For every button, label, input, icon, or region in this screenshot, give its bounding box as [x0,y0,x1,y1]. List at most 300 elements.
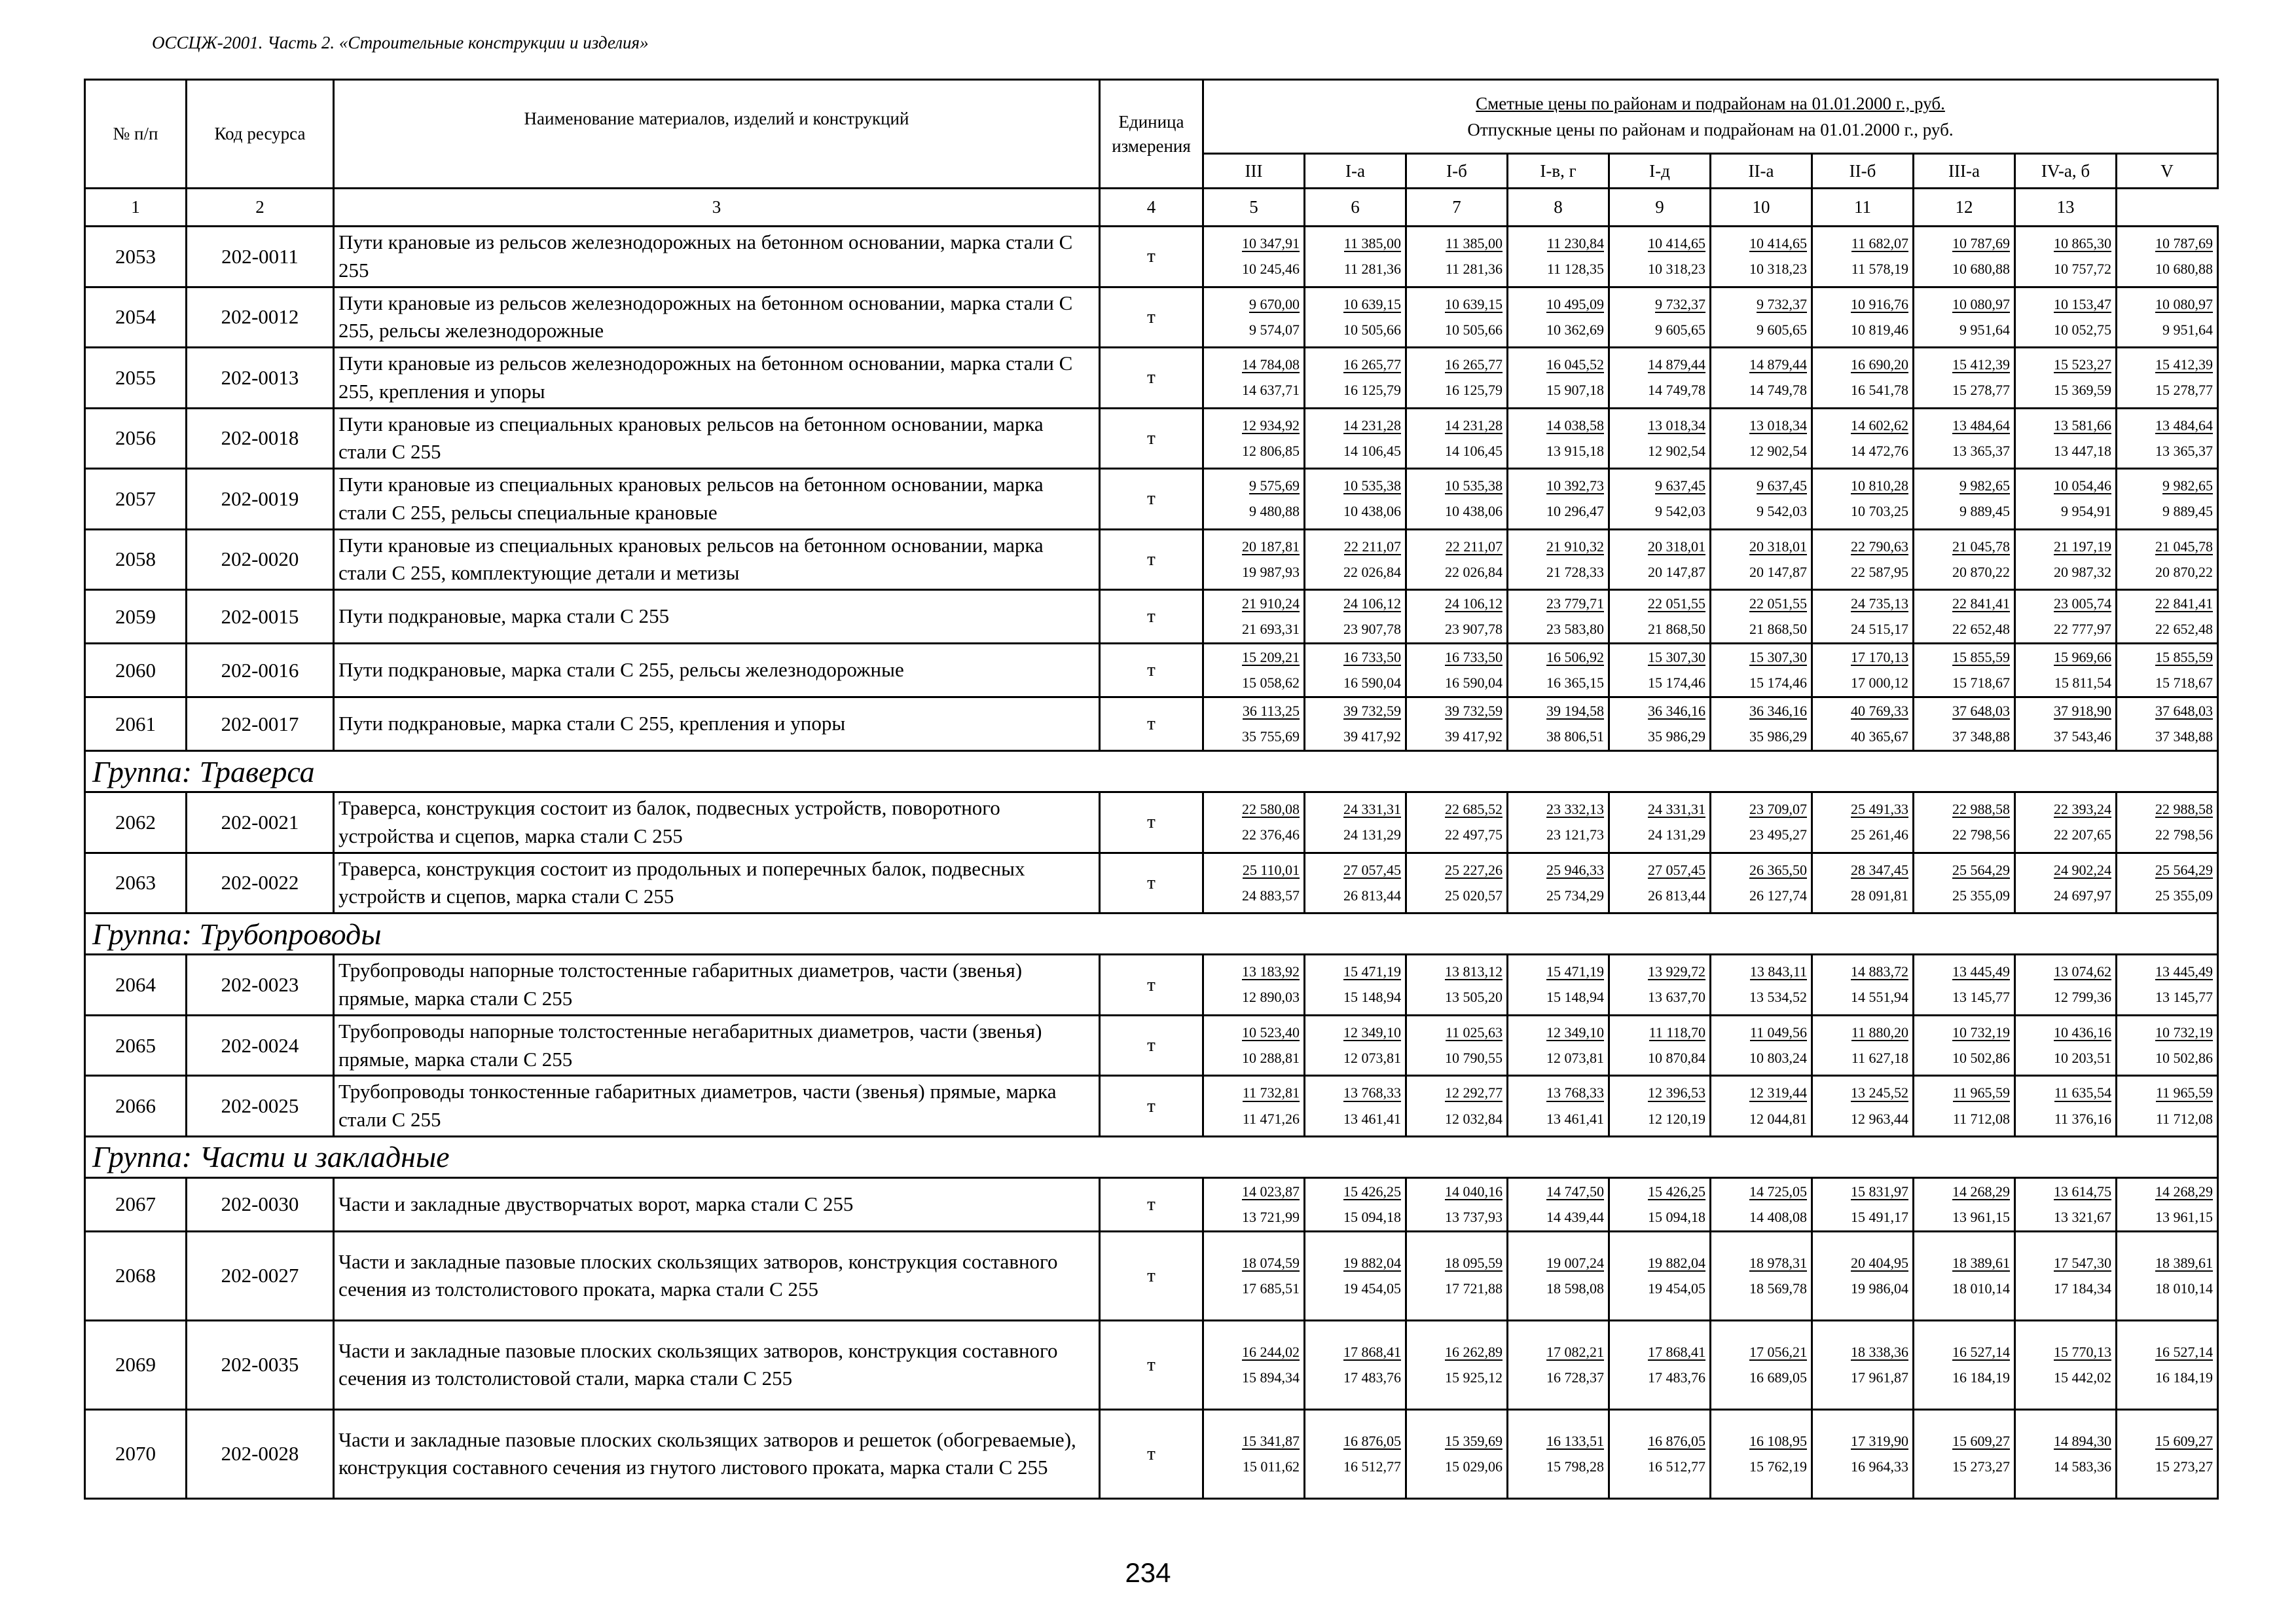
estimate-price-value: 13 484,64 [1952,416,2010,434]
release-price: 22 026,84 [1445,563,1503,580]
estimate-price-value: 17 547,30 [2054,1254,2111,1271]
estimate-price [1914,596,2014,612]
release-price: 9 542,03 [1757,503,1807,520]
estimate-price [1305,1344,1405,1361]
estimate-price [1204,478,1303,494]
release-price: 20 870,22 [1952,563,2010,580]
estimate-price-value: 24 331,31 [1648,801,1705,818]
price-cell [1203,644,1305,697]
release-price: 9 889,45 [2162,503,2213,520]
release-price: 10 505,66 [1445,321,1503,338]
price-cell [1406,792,1508,853]
release-price: 35 755,69 [1242,728,1300,745]
estimate-price [2016,478,2115,494]
price-cell [1203,1177,1305,1231]
estimate-price-value: 16 876,05 [1648,1432,1705,1449]
price-cell [1406,1320,1508,1409]
estimate-price-value: 9 637,45 [1655,477,1705,494]
estimate-price [1813,1344,1912,1361]
estimate-price [1813,862,1912,879]
estimate-price-value: 15 209,21 [1242,649,1300,666]
estimate-price [2117,478,2217,494]
price-cell [1406,1015,1508,1076]
release-price: 10 757,72 [2054,261,2111,278]
unit-of-measure: т [1100,644,1203,697]
estimate-price [1610,703,1709,720]
release-price: 9 889,45 [1959,503,2010,520]
estimate-price [1204,297,1303,313]
price-cell [2117,853,2218,913]
release-price: 22 587,95 [1851,563,1908,580]
release-price: 38 806,51 [1546,728,1604,745]
estimate-price [2117,297,2217,313]
release-price: 19 454,05 [1343,1280,1401,1297]
estimate-price [1610,1344,1709,1361]
estimate-price [1204,862,1303,879]
price-cell [1406,590,1508,644]
release-price: 10 870,84 [1648,1050,1705,1066]
unit-of-measure: т [1100,1076,1203,1137]
price-cell [1914,792,2015,853]
price-cell [1711,529,1812,590]
estimate-price [1914,478,2014,494]
estimate-price [2117,418,2217,434]
group-title: Группа: Траверса [85,751,1100,792]
estimate-price-value: 13 484,64 [2155,416,2213,434]
price-cell [1711,1015,1812,1076]
release-price: 15 718,67 [2155,674,2213,692]
material-name: Пути подкрановые, марка стали С 255, крепления и упоры [334,697,1100,751]
page-number: 234 [1125,1557,1171,1588]
estimate-price-value: 18 074,59 [1242,1254,1300,1271]
release-price: 18 010,14 [2155,1280,2213,1297]
release-price: 11 376,16 [2054,1110,2111,1127]
release-price: 13 721,99 [1242,1208,1300,1225]
release-price: 9 951,64 [2162,321,2213,338]
unit-of-measure: т [1100,590,1203,644]
release-price: 19 986,04 [1851,1280,1908,1297]
price-cell [1508,287,1609,348]
estimate-price-value: 15 855,59 [1952,649,2010,666]
price-cell [1812,853,1914,913]
estimate-price-value: 24 331,31 [1343,801,1401,818]
release-price: 15 273,27 [1952,1458,2010,1475]
estimate-price [1305,802,1405,818]
estimate-price-value: 16 733,50 [1343,649,1401,666]
estimate-price [2117,703,2217,720]
estimate-price-value: 22 051,55 [1648,595,1705,612]
resource-code: 202-0013 [187,348,334,409]
estimate-price-value: 13 768,33 [1343,1084,1401,1101]
group-spacer [1100,913,2218,955]
estimate-price-value: 21 197,19 [2054,538,2111,555]
header-unit [1100,80,1203,189]
release-price: 35 986,29 [1648,728,1705,745]
group-row [85,751,2218,792]
price-cell [2015,590,2117,644]
price-cell [1406,227,1508,287]
price-cell [1914,644,2015,697]
release-price: 16 512,77 [1343,1458,1401,1475]
estimate-price [1204,703,1303,720]
estimate-price-value: 11 118,70 [1649,1024,1705,1041]
price-cell [1305,792,1406,853]
price-cell [1406,1076,1508,1137]
estimate-price [1508,1085,1608,1101]
price-cell [1508,955,1609,1016]
release-price: 15 273,27 [2155,1458,2213,1475]
estimate-price [1813,1025,1912,1041]
release-price: 15 907,18 [1546,382,1604,399]
estimate-price [1610,478,1709,494]
estimate-price-value: 22 580,08 [1242,801,1300,818]
release-price: 16 728,37 [1546,1369,1604,1386]
estimate-price [2016,539,2115,555]
price-cell [2117,590,2218,644]
estimate-price [2016,297,2115,313]
price-cell [1812,644,1914,697]
estimate-price-value: 24 106,12 [1445,595,1503,612]
estimate-price-value: 17 082,21 [1546,1343,1604,1360]
estimate-price [2016,357,2115,373]
estimate-price [1914,1025,2014,1041]
unit-of-measure: т [1100,853,1203,913]
estimate-price [1610,418,1709,434]
price-cell [1508,697,1609,751]
estimate-price-value: 17 319,90 [1851,1432,1908,1449]
release-price: 23 907,78 [1343,621,1401,638]
estimate-price-value: 15 471,19 [1546,963,1604,980]
release-price: 10 680,88 [1952,261,2010,278]
material-name: Пути крановые из рельсов железнодорожных на бетонном основании, марка стали С 255, рельсы железнодорожные [334,287,1100,348]
estimate-price [1610,802,1709,818]
price-cell [1508,1320,1609,1409]
estimate-price-value: 18 095,59 [1445,1254,1503,1271]
release-price: 22 207,65 [2054,826,2111,843]
estimate-price-value: 15 307,30 [1749,649,1807,666]
estimate-price-value: 22 685,52 [1445,801,1503,818]
estimate-price [2016,1025,2115,1041]
estimate-price-value: 14 231,28 [1445,416,1503,434]
release-price: 28 091,81 [1851,887,1908,904]
estimate-price [1204,1025,1303,1041]
header-price-estimate: Сметные цены по районам и подрайонам на 01.01.2000 г., руб. [1476,93,1945,113]
estimate-price [1407,862,1506,879]
release-price: 13 447,18 [2054,442,2111,459]
release-price: 16 365,15 [1546,674,1604,692]
estimate-price-value: 16 262,89 [1445,1343,1503,1360]
price-cell [1914,1177,2015,1231]
release-price: 22 497,75 [1445,826,1503,843]
estimate-price-value: 10 347,91 [1242,235,1300,252]
estimate-price-value: 10 535,38 [1445,477,1503,494]
estimate-price-value: 10 495,09 [1546,295,1604,312]
price-cell [1914,590,2015,644]
material-name: Части и закладные двустворчатых ворот, марка стали С 255 [334,1177,1100,1231]
price-cell [1812,792,1914,853]
estimate-price-value: 11 732,81 [1242,1084,1300,1101]
release-price: 10 680,88 [2155,261,2213,278]
header-unit-line2: измерения [1112,136,1191,156]
release-price: 24 131,29 [1648,826,1705,843]
price-cell [1203,348,1305,409]
estimate-price [1508,802,1608,818]
estimate-price-value: 24 902,24 [2054,861,2111,878]
price-cell [2015,287,2117,348]
release-price: 25 355,09 [1952,887,2010,904]
price-cell [1305,529,1406,590]
estimate-price [1914,703,2014,720]
price-cell [1609,408,1711,469]
price-table-body [85,80,2218,1499]
estimate-price-value: 10 080,97 [2155,295,2213,312]
price-cell [1508,529,1609,590]
estimate-price-value: 14 231,28 [1343,416,1401,434]
estimate-price [1711,236,1811,252]
estimate-price [1914,650,2014,666]
estimate-price [2016,703,2115,720]
material-name: Пути крановые из специальных крановых рельсов на бетонном основании, марка стали С 255, рельсы специальные крановые [334,469,1100,530]
price-cell [1711,590,1812,644]
estimate-price-value: 16 265,77 [1343,356,1401,373]
release-price: 22 798,56 [1952,826,2010,843]
estimate-price [1204,357,1303,373]
table-row [85,1177,2218,1231]
estimate-price [1204,1085,1303,1101]
estimate-price-value: 22 051,55 [1749,595,1807,612]
release-price: 10 203,51 [2054,1050,2111,1066]
estimate-price-value: 14 038,58 [1546,416,1604,434]
material-name: Части и закладные пазовые плоских скользящих затворов и решеток (обогреваемые), конструкция составного сечения из гнутого листового проката, марка стали С 255 [334,1409,1100,1498]
price-cell [1609,590,1711,644]
price-cell [1812,1076,1914,1137]
estimate-price [1914,1184,2014,1200]
price-cell [2015,792,2117,853]
price-cell [1305,348,1406,409]
estimate-price [1407,236,1506,252]
estimate-price-value: 21 045,78 [1952,538,2010,555]
release-price: 39 417,92 [1343,728,1401,745]
table-row [85,1015,2218,1076]
estimate-price [1711,1255,1811,1272]
release-price: 24 883,57 [1242,887,1300,904]
material-name: Траверса, конструкция состоит из балок, подвесных устройств, поворотного устройства и сцепов, марка стали С 255 [334,792,1100,853]
header-price-release: Отпускные цены по районам и подрайонам на 01.01.2000 г., руб. [1467,120,1954,139]
release-price: 17 685,51 [1242,1280,1300,1297]
estimate-price-value: 22 841,41 [2155,595,2213,612]
release-price: 10 052,75 [2054,321,2111,338]
estimate-price [1305,418,1405,434]
estimate-price-value: 37 918,90 [2054,703,2111,720]
estimate-price-value: 9 575,69 [1249,477,1300,494]
release-price: 39 417,92 [1445,728,1503,745]
price-cell [2015,469,2117,530]
price-cell [1914,1320,2015,1409]
estimate-price-value: 21 910,24 [1242,595,1300,612]
price-cell [1711,955,1812,1016]
table-row [85,1076,2218,1137]
price-cell [1305,1076,1406,1137]
estimate-price [1610,539,1709,555]
price-cell [2015,1409,2117,1498]
estimate-price-value: 36 113,25 [1242,703,1300,720]
estimate-price [1610,297,1709,313]
unit-of-measure: т [1100,955,1203,1016]
release-price: 14 472,76 [1851,442,1908,459]
header-unit-line1: Единица [1118,112,1184,132]
price-cell [1609,955,1711,1016]
estimate-price-value: 10 392,73 [1546,477,1604,494]
table-row [85,853,2218,913]
release-price: 11 578,19 [1851,261,1908,278]
release-price: 16 590,04 [1343,674,1401,692]
price-cell [1914,348,2015,409]
release-price: 16 689,05 [1749,1369,1807,1386]
estimate-price [2117,1184,2217,1200]
release-price: 10 502,86 [1952,1050,2010,1066]
table-row [85,287,2218,348]
estimate-price-value: 11 385,00 [1445,235,1503,252]
estimate-price [2117,539,2217,555]
price-cell [1203,227,1305,287]
estimate-price [2117,802,2217,818]
row-number: 2066 [85,1076,187,1137]
column-index: 11 [1812,189,1914,227]
release-price: 10 505,66 [1343,321,1401,338]
estimate-price [1407,539,1506,555]
release-price: 15 058,62 [1242,674,1300,692]
estimate-price-value: 13 445,49 [1952,963,2010,980]
estimate-price [2016,802,2115,818]
release-price: 12 890,03 [1242,989,1300,1006]
release-price: 15 148,94 [1343,989,1401,1006]
estimate-price [1407,1433,1506,1450]
price-cell [1305,287,1406,348]
estimate-price [1813,236,1912,252]
estimate-price-value: 39 194,58 [1546,703,1604,720]
unit-of-measure: т [1100,227,1203,287]
estimate-price [1508,1433,1608,1450]
estimate-price-value: 17 056,21 [1749,1343,1807,1360]
estimate-price-value: 15 359,69 [1445,1432,1503,1449]
price-cell [1812,1409,1914,1498]
price-cell [1609,1409,1711,1498]
release-price: 11 281,36 [1343,261,1401,278]
table-row [85,408,2218,469]
price-cell [2117,408,2218,469]
estimate-price-value: 11 965,59 [1952,1084,2010,1101]
table-row [85,697,2218,751]
estimate-price-value: 27 057,45 [1648,861,1705,878]
price-cell [1609,1076,1711,1137]
estimate-price-value: 9 732,37 [1655,295,1705,312]
release-price: 14 106,45 [1445,442,1503,459]
release-price: 13 365,37 [2155,442,2213,459]
material-name: Пути крановые из специальных крановых рельсов на бетонном основании, марка стали С 255, комплектующие детали и метизы [334,529,1100,590]
estimate-price [1407,418,1506,434]
price-cell [1812,590,1914,644]
estimate-price-value: 10 639,15 [1445,295,1503,312]
price-cell [1812,529,1914,590]
estimate-price-value: 26 365,50 [1749,861,1807,878]
release-price: 10 803,24 [1749,1050,1807,1066]
price-cell [1711,408,1812,469]
release-price: 15 174,46 [1648,674,1705,692]
release-price: 14 749,78 [1648,382,1705,399]
estimate-price-value: 11 049,56 [1749,1024,1807,1041]
price-cell [1812,348,1914,409]
release-price: 9 542,03 [1655,503,1705,520]
estimate-price [1204,1255,1303,1272]
release-price: 22 026,84 [1343,563,1401,580]
estimate-price-value: 17 170,13 [1851,649,1908,666]
release-price: 22 652,48 [1952,621,2010,638]
price-cell [1508,590,1609,644]
estimate-price [1813,1184,1912,1200]
estimate-price [1407,1085,1506,1101]
estimate-price [1407,357,1506,373]
estimate-price [1610,1433,1709,1450]
release-price: 21 728,33 [1546,563,1604,580]
price-cell [1609,227,1711,287]
release-price: 13 737,93 [1445,1208,1503,1225]
price-cell [1609,853,1711,913]
estimate-price [1711,964,1811,980]
header-code: Код ресурса [187,80,334,189]
release-price: 23 495,27 [1749,826,1807,843]
release-price: 9 954,91 [2061,503,2111,520]
price-cell [1203,792,1305,853]
price-cell [1406,408,1508,469]
price-cell [1508,1409,1609,1498]
estimate-price [1305,1433,1405,1450]
row-number: 2062 [85,792,187,853]
estimate-price [1204,802,1303,818]
release-price: 14 408,08 [1749,1208,1807,1225]
price-cell [1203,853,1305,913]
estimate-price [1711,297,1811,313]
material-name: Трубопроводы напорные толстостенные габаритных диаметров, части (звенья) прямые, марка стали С 255 [334,955,1100,1016]
material-name: Части и закладные пазовые плоских скользящих затворов, конструкция составного сечения из толстолистовой стали, марка стали С 255 [334,1320,1100,1409]
release-price: 12 120,19 [1648,1110,1705,1127]
estimate-price [1407,1025,1506,1041]
release-price: 12 806,85 [1242,442,1300,459]
price-cell [1508,408,1609,469]
estimate-price [1407,703,1506,720]
estimate-price-value: 10 414,65 [1648,235,1705,252]
estimate-price [2117,596,2217,612]
estimate-price [1508,236,1608,252]
estimate-price [1305,862,1405,879]
estimate-price-value: 10 153,47 [2054,295,2111,312]
release-price: 22 798,56 [2155,826,2213,843]
price-table [84,79,2219,1500]
estimate-price [1711,1433,1811,1450]
price-cell [1305,1231,1406,1320]
estimate-price-value: 10 523,40 [1242,1024,1300,1041]
estimate-price [1508,862,1608,879]
price-cell [1406,644,1508,697]
group-row [85,1136,2218,1177]
price-cell [1508,1177,1609,1231]
price-cell [2117,287,2218,348]
price-cell [1406,1177,1508,1231]
table-row [85,792,2218,853]
estimate-price [2117,1085,2217,1101]
estimate-price-value: 10 865,30 [2054,235,2111,252]
estimate-price-value: 13 183,92 [1242,963,1300,980]
estimate-price-value: 14 040,16 [1445,1183,1503,1200]
